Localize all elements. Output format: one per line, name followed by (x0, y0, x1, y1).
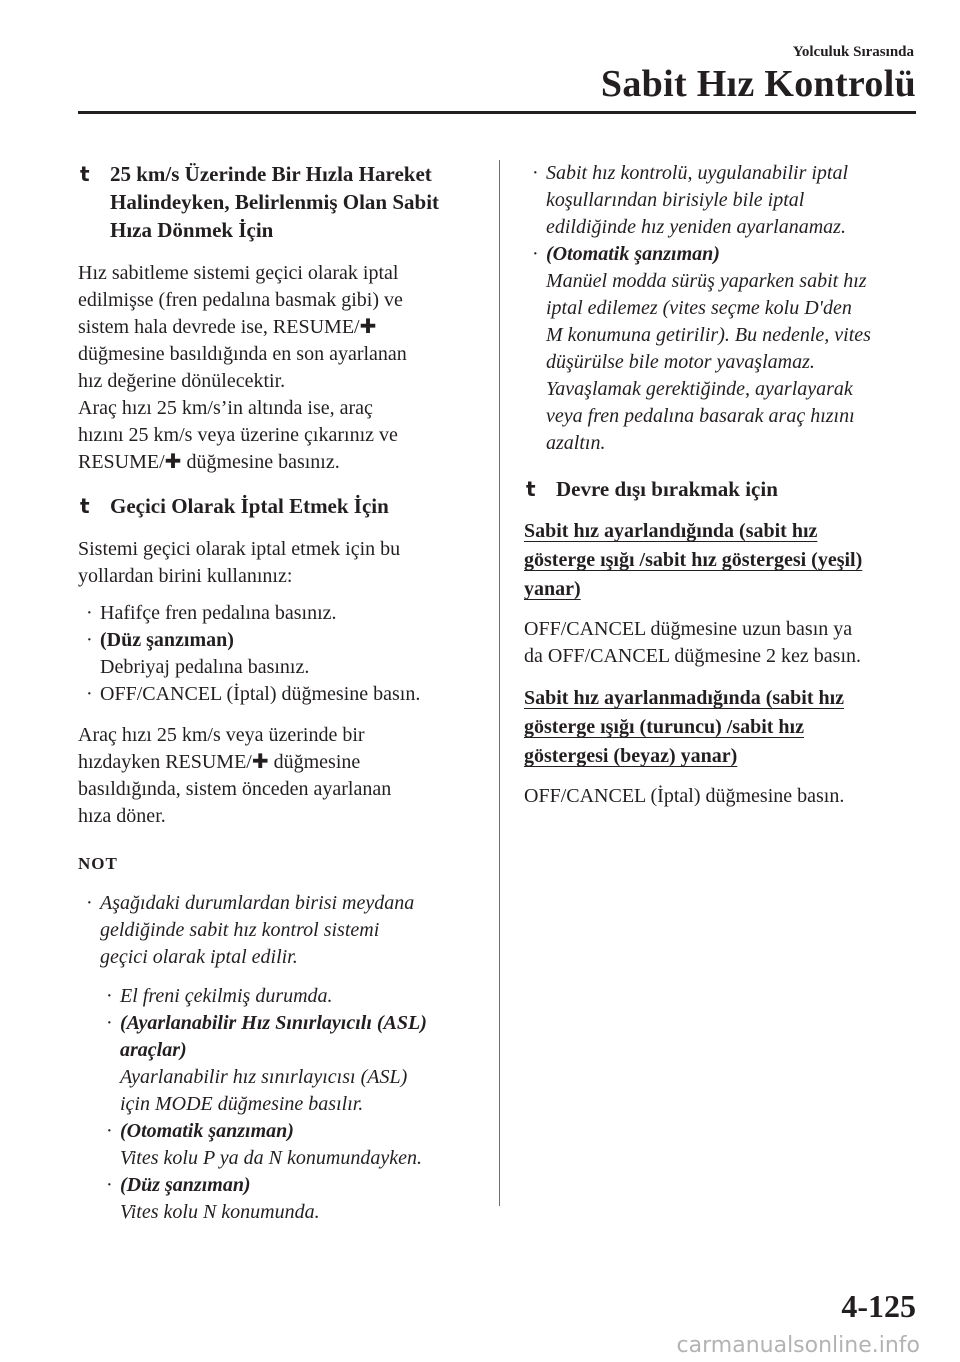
list-item: · (Düz şanzıman) Vites kolu N konumunda. (106, 1174, 320, 1223)
heading-line: Hıza Dönmek İçin (110, 218, 274, 242)
heading-resume-speed (78, 160, 478, 244)
text-line: RESUME/✚ düğmesine basınız. (78, 451, 340, 473)
text-line: da OFF/CANCEL düğmesine 2 kez basın. (524, 645, 862, 667)
text-line: hızını 25 km/s veya üzerine çıkarınız ve (78, 424, 398, 446)
section-marker-icon: t (526, 477, 536, 501)
list-item: · Sabit hız kontrolü, uygulanabilir iptal koşullarından birisiyle bile iptal edildiğinde hız yeniden ayarlanamaz. (532, 162, 849, 238)
text-line: yollardan birini kullanınız: (78, 565, 293, 587)
condition-set-heading: Sabit hız ayarlandığında (sabit hız gösterge ışığı /sabit hız göstergesi (yeşil) yanar) (524, 520, 863, 600)
heading-temporary-cancel (78, 492, 478, 520)
paragraph-cancel-intro (78, 536, 478, 590)
heading-line: 25 km/s Üzerinde Bir Hızla Hareket (110, 162, 432, 186)
section-marker-icon: t (80, 494, 90, 518)
list-item: · Hafifçe fren pedalına basınız. (86, 602, 337, 624)
section-marker-icon: t (80, 162, 90, 186)
note-list-continued (524, 160, 924, 457)
text-line: basıldığında, sistem önceden ayarlanan (78, 778, 392, 800)
list-item: · (Düz şanzıman) Debriyaj pedalına basınız. (86, 629, 310, 678)
note-list (78, 890, 478, 971)
text-line: sistem hala devrede ise, RESUME/✚ (78, 316, 377, 338)
text-line: Hız sabitleme sistemi geçici olarak iptal (78, 262, 399, 284)
cancel-methods-list (78, 600, 478, 708)
list-item: · OFF/CANCEL (İptal) düğmesine basın. (86, 683, 421, 705)
heading-deactivate (524, 475, 924, 503)
page-number: 4-125 (841, 1288, 916, 1324)
text-line: hızdayken RESUME/✚ düğmesine (78, 751, 361, 773)
condition-unset-heading: Sabit hız ayarlanmadığında (sabit hız gösterge ışığı (turuncu) /sabit hız göstergesi (beyaz) yanar) (524, 687, 845, 767)
heading-line: Halindeyken, Belirlenmiş Olan Sabit (110, 190, 440, 214)
text-line: Sistemi geçici olarak iptal etmek için bu (78, 538, 401, 560)
right-column (524, 160, 924, 810)
heading-line: Geçici Olarak İptal Etmek İçin (110, 494, 389, 518)
list-item: · (Ayarlanabilir Hız Sınırlayıcılı (ASL) araçlar) Ayarlanabilir hız sınırlayıcısı (ASL) için MODE düğmesine basılır. (106, 1012, 427, 1115)
left-column (78, 160, 478, 1226)
paragraph-deactivate-set (524, 616, 924, 670)
text-line: hız değerine dönülecektir. (78, 370, 286, 392)
heading-line: Devre dışı bırakmak için (556, 477, 778, 501)
header-rule (78, 111, 916, 114)
paragraph-resume-1 (78, 260, 478, 395)
list-item: · (Otomatik şanzıman) Manüel modda sürüş yaparken sabit hız iptal edilemez (vites seçme kolu D'den M konumuna getirilir). Bu nedenle, vites düşürülse bile motor yavaşlamaz. Yavaşlamak gerektiğinde, ayarlayarak veya fren pedalına basarak araç hızını azaltın. (532, 243, 871, 454)
list-item: · El freni çekilmiş durumda. (106, 985, 333, 1007)
running-header-title: Sabit Hız Kontrolü (600, 63, 916, 105)
text-line: Araç hızı 25 km/s veya üzerinde bir (78, 724, 365, 746)
text-line: edilmişse (fren pedalına basmak gibi) ve (78, 289, 403, 311)
text-line: hıza döner. (78, 805, 166, 827)
text-line: OFF/CANCEL (İptal) düğmesine basın. (524, 785, 845, 807)
running-header-section: Yolculuk Sırasında (792, 44, 914, 60)
list-item: · (Otomatik şanzıman) Vites kolu P ya da N konumundayken. (106, 1120, 422, 1169)
text-line: OFF/CANCEL düğmesine uzun basın ya (524, 618, 853, 640)
paragraph-resume-2 (78, 395, 478, 476)
note-sublist (78, 983, 478, 1226)
text-line: Araç hızı 25 km/s’in altında ise, araç (78, 397, 373, 419)
paragraph-resume-return (78, 722, 478, 830)
list-item: · Aşağıdaki durumlardan birisi meydana geldiğinde sabit hız kontrol sistemi geçici olarak iptal edilir. (86, 892, 415, 968)
paragraph-deactivate-unset (524, 783, 924, 810)
note-label: NOT (78, 854, 118, 873)
text-line: düğmesine basıldığında en son ayarlanan (78, 343, 407, 365)
column-divider (499, 160, 500, 1206)
watermark: carmanualsonline.info (676, 1333, 920, 1358)
